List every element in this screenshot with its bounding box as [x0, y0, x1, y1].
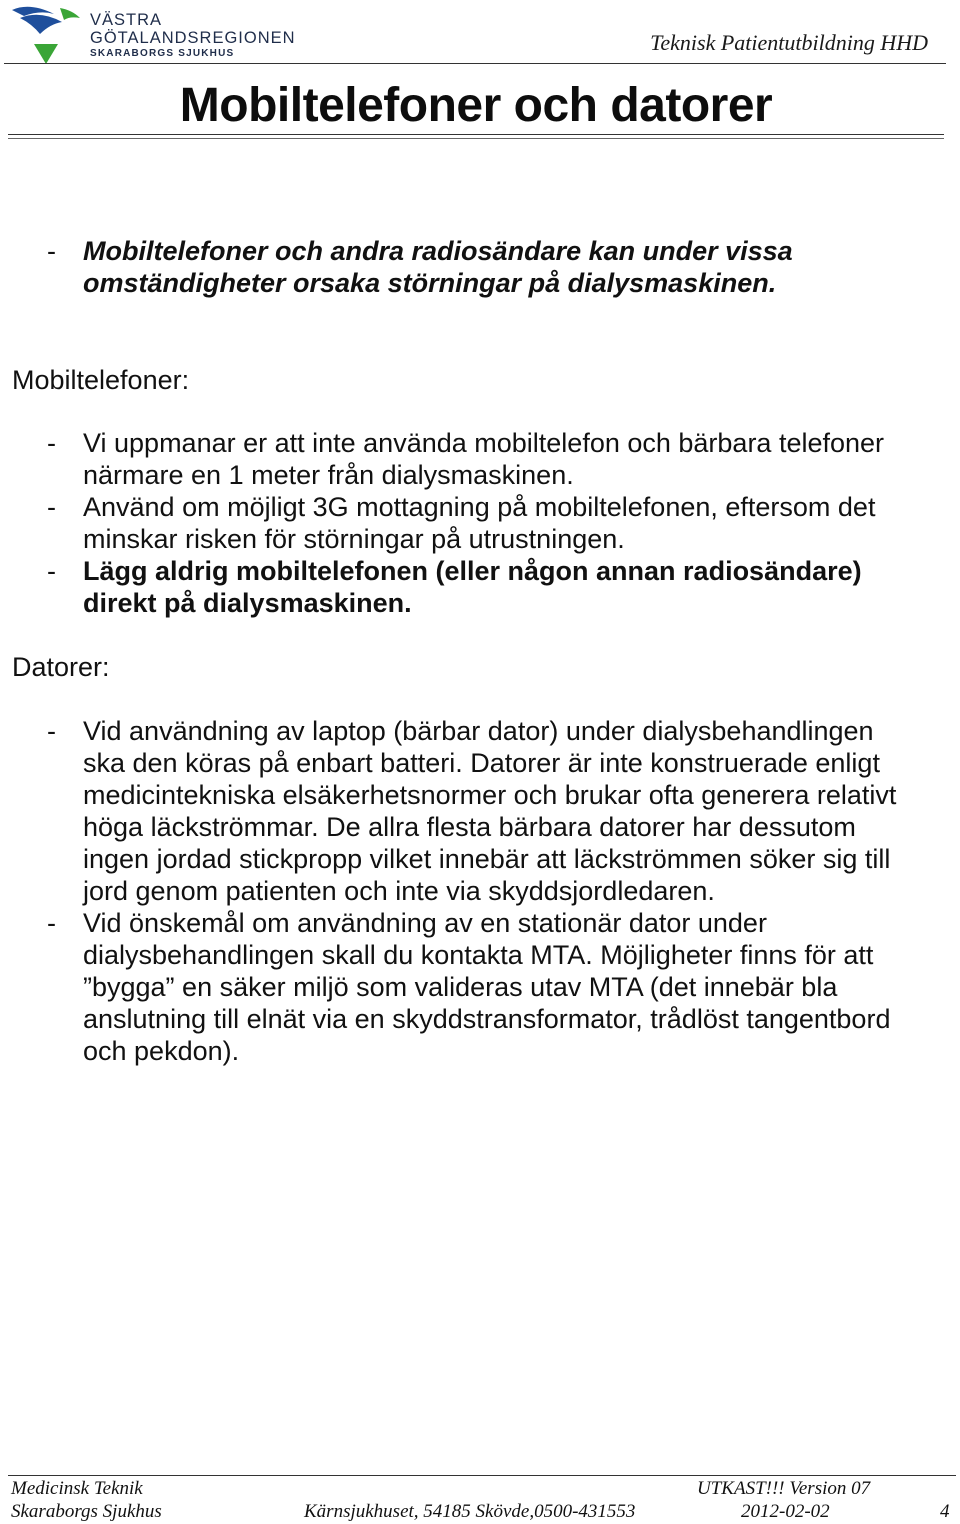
title-divider-bottom	[8, 138, 944, 139]
list-item-line: Vid användning av laptop (bärbar dator) under dialysbehandlingen	[83, 716, 874, 746]
list-item-line: minskar risken för störningar på utrustningen.	[83, 524, 625, 554]
logo-mark-icon	[10, 4, 82, 66]
list-dash: -	[47, 492, 56, 522]
list-item-line: ingen jordad stickpropp vilket innebär att läckströmmen söker sig till	[83, 844, 891, 874]
list-item-line: ”bygga” en säker miljö som valideras utav MTA (det innebär bla	[83, 972, 838, 1002]
list-item-line: Använd om möjligt 3G mottagning på mobiltelefonen, eftersom det	[83, 492, 876, 522]
list-item-text	[83, 491, 940, 555]
intro-line: omständigheter orsaka störningar på dialysmaskinen.	[83, 268, 777, 298]
list-dash: -	[47, 428, 56, 458]
header-course-title: Teknisk Patientutbildning HHD	[650, 30, 928, 55]
logo-line-hospital: SKARABORGS SJUKHUS	[90, 48, 235, 59]
section-heading-computers: Datorer:	[12, 652, 110, 682]
footer-page-number: 4	[940, 1501, 950, 1522]
footer-hospital: Skaraborgs Sjukhus	[11, 1501, 162, 1522]
region-logo	[10, 4, 310, 66]
list-item-line: Vi uppmanar er att inte använda mobiltelefon och bärbara telefoner	[83, 428, 885, 458]
footer-department: Medicinsk Teknik	[11, 1478, 143, 1499]
list-item-line: närmare en 1 meter från dialysmaskinen.	[83, 460, 574, 490]
list-item-line: Vid önskemål om användning av en stationär dator under	[83, 908, 767, 938]
list-item-text	[83, 427, 940, 491]
list-item-text	[83, 715, 940, 907]
list-dash: -	[47, 908, 56, 938]
list-item-text	[83, 555, 940, 619]
list-item-line: jord genom patienten och inte via skyddsjordledaren.	[83, 876, 715, 906]
list-item-text	[83, 907, 940, 1067]
list-item-line: och pekdon).	[83, 1036, 240, 1066]
list-item-line: Lägg aldrig mobiltelefonen (eller någon annan radiosändare)	[83, 556, 862, 586]
section-heading-mobile: Mobiltelefoner:	[12, 365, 190, 395]
intro-text	[83, 235, 940, 299]
list-item-line: dialysbehandlingen skall du kontakta MTA. Möjligheter finns för att	[83, 940, 874, 970]
page-title: Mobiltelefoner och datorer	[179, 79, 773, 132]
list-item-line: direkt på dialysmaskinen.	[83, 588, 412, 618]
logo-line-region: GÖTALANDSREGIONEN	[90, 29, 296, 47]
footer-date: 2012-02-02	[741, 1501, 830, 1522]
list-item-line: höga läckströmmar. De allra flesta bärbara datorer har dessutom	[83, 812, 856, 842]
footer-draft-version: UTKAST!!! Version 07	[697, 1478, 871, 1499]
intro-line: Mobiltelefoner och andra radiosändare kan under vissa	[83, 236, 793, 266]
list-dash: -	[47, 236, 56, 266]
footer-divider	[8, 1475, 956, 1476]
list-dash: -	[47, 556, 56, 586]
list-item-line: anslutning till elnät via en skyddstransformator, trådlöst tangentbord	[83, 1004, 891, 1034]
logo-line-vastra: VÄSTRA	[90, 11, 163, 29]
list-item-line: ska den köras på enbart batteri. Datorer är inte konstruerade enligt	[83, 748, 880, 778]
title-divider-top	[8, 134, 944, 135]
list-item-line: medicintekniska elsäkerhetsnormer och brukar ofta generera relativt	[83, 780, 897, 810]
header-divider	[4, 63, 946, 64]
logo-text	[90, 11, 296, 60]
footer-address: Kärnsjukhuset, 54185 Skövde,0500-431553	[304, 1501, 636, 1522]
list-dash: -	[47, 716, 56, 746]
